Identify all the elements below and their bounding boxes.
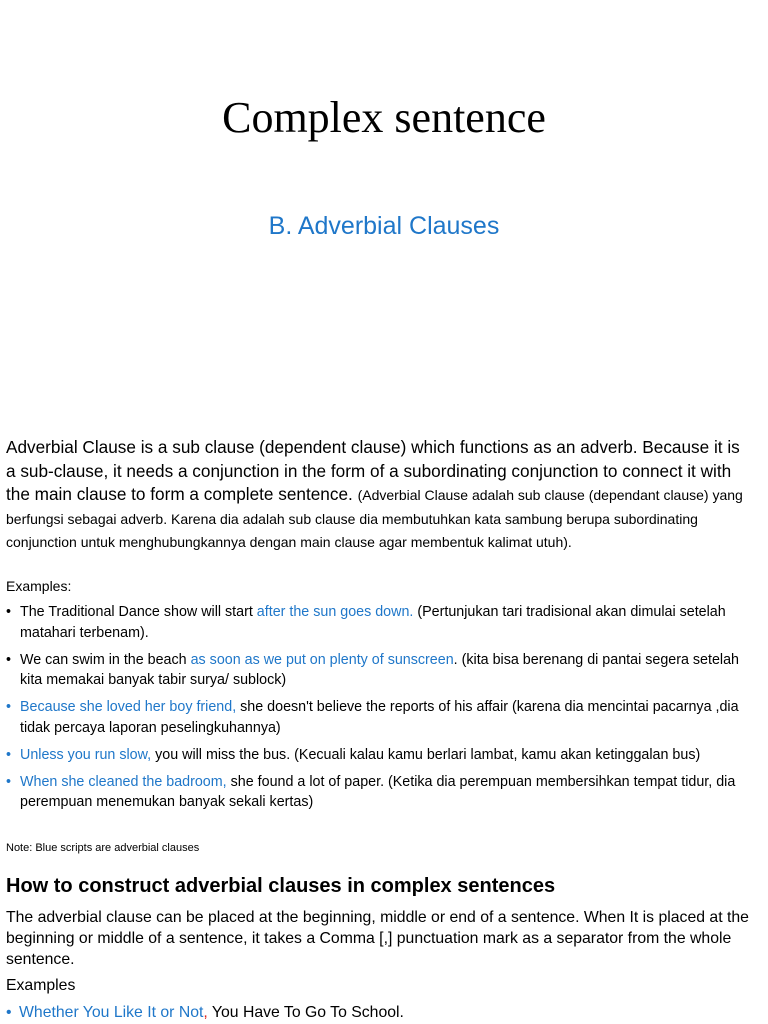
example-text-before: We can swim in the beach bbox=[20, 651, 191, 668]
example-text-after: . (kita bisa berenang di pantai segera setelah kita memakai banyak tabir surya/ sublock) bbox=[20, 651, 740, 688]
comma-mark: , bbox=[203, 1004, 208, 1021]
intro-main-text: Adverbial Clause is a sub clause (dependent clause) which functions as an adverb. Because it is a sub-clause, it needs a conjunction in the form of a subordinating conjunction to connect it with the main clause to form a complete sentence. bbox=[6, 437, 740, 504]
example2-rest: You Have To Go To School. bbox=[207, 1004, 404, 1021]
example-text-after: you will miss the bus. (Kecuali kalau kamu berlari lambat, kamu akan ketinggalan bus) bbox=[151, 746, 701, 763]
section-heading: How to construct adverbial clauses in complex sentences bbox=[6, 875, 556, 897]
adverbial-clause: after the sun goes down. bbox=[256, 604, 414, 620]
example-text-after: she doesn't believe the reports of his affair (karena dia mencintai pacarnya ,dia tidak percaya laporan peselingkuhannya) bbox=[20, 699, 739, 736]
adverbial-clause: When she cleaned the badroom, bbox=[20, 773, 227, 790]
example-text-after: (Pertunjukan tari tradisional akan dimulai setelah matahari terbenam). bbox=[20, 604, 726, 641]
adverbial-clause: Because she loved her boy friend, bbox=[20, 699, 237, 715]
example-text-before: The Traditional Dance show will start bbox=[20, 604, 257, 620]
intro-paragraph bbox=[6, 436, 750, 554]
note-text: Note: Blue scripts are adverbial clauses bbox=[6, 842, 200, 854]
example-item bbox=[6, 650, 750, 691]
example-item bbox=[6, 697, 750, 738]
example-item bbox=[6, 602, 750, 643]
section-subtitle: B. Adverbial Clauses bbox=[268, 212, 500, 240]
example-item bbox=[6, 745, 750, 766]
adverbial-clause: Unless you run slow, bbox=[20, 746, 152, 763]
adverbial-clause: as soon as we put on plenty of sunscreen bbox=[190, 651, 454, 668]
example-item bbox=[6, 772, 750, 813]
placement-paragraph: The adverbial clause can be placed at the beginning, middle or end of a sentence. When It is placed at the beginning or middle of a sentence, it takes a Comma [,] punctuation mark as a separator from the whole sentence. bbox=[6, 909, 749, 968]
examples-label: Examples: bbox=[6, 578, 72, 594]
example2-item bbox=[6, 1002, 404, 1023]
adverbial-clause: Whether You Like It or Not bbox=[19, 1004, 204, 1021]
example-text-after: she found a lot of paper. (Ketika dia perempuan membersihkan tempat tidur, dia perempuan menemukan banyak sekali kertas) bbox=[20, 773, 736, 810]
intro-translation: (Adverbial Clause adalah sub clause (dependant clause) yang berfungsi sebagai adverb. Karena dia adalah sub clause dia membutuhkan kata sambung berupa subordinating conjunction untuk menghubungkannya dengan main clause agar membentuk kalimat utuh). bbox=[6, 487, 743, 550]
page-title: Complex sentence bbox=[222, 93, 546, 142]
examples-list bbox=[6, 602, 750, 819]
examples2-label: Examples bbox=[6, 977, 76, 994]
examples2-list bbox=[6, 1002, 404, 1023]
